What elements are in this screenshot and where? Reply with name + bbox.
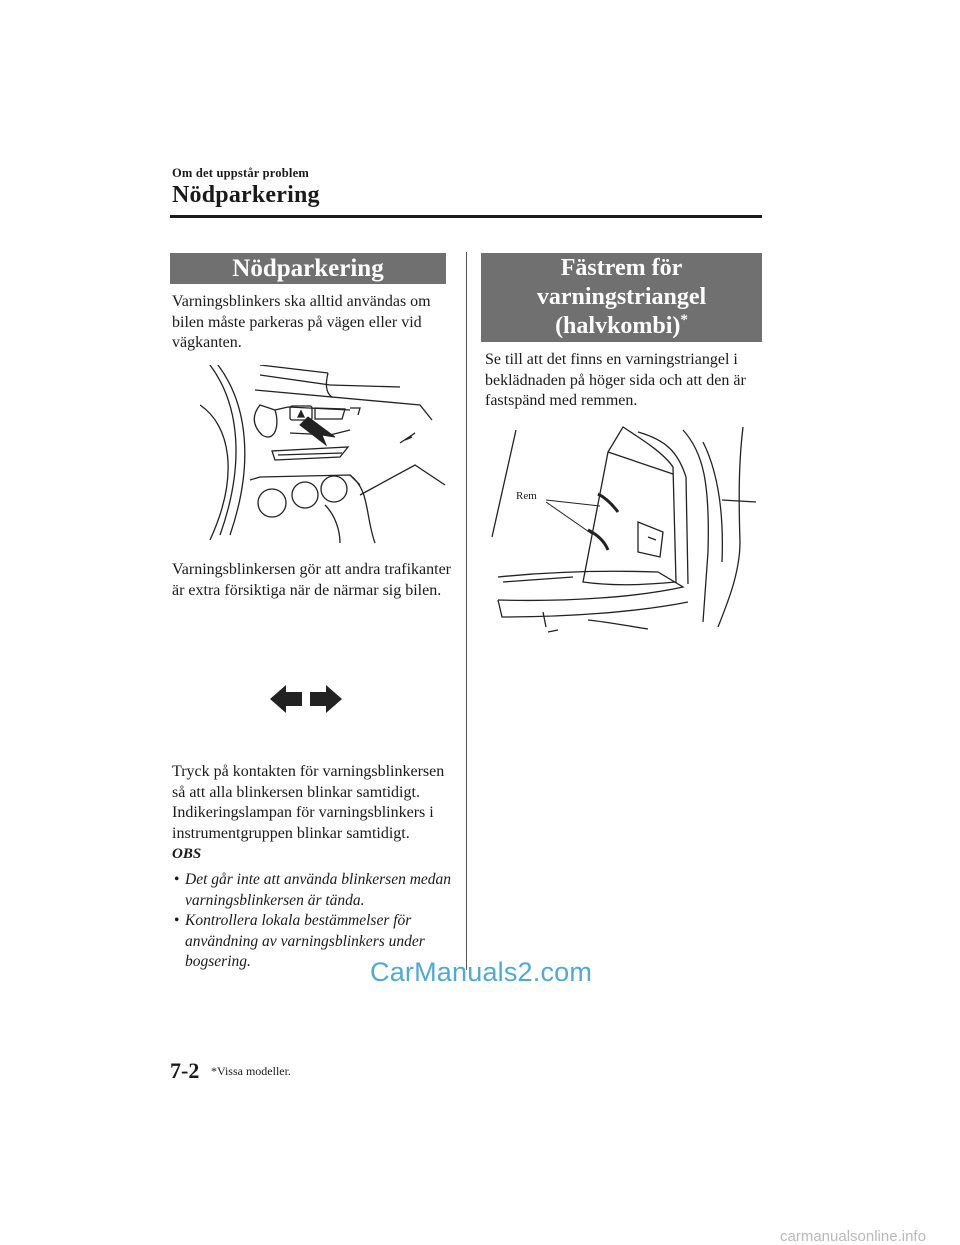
header-rule (170, 215, 762, 218)
note-text: Kontrollera lokala bestämmelser för användning av varningsblinkers under bogsering. (185, 912, 425, 970)
carmanuals-watermark: CarManuals2.com (370, 957, 593, 987)
heading-line-2: varningstriangel (536, 284, 707, 310)
hazard-switch-illustration (200, 365, 450, 545)
column-divider (466, 252, 467, 970)
chapter-title: Om det uppstår problem (172, 166, 309, 180)
asterisk-mark: * (680, 312, 688, 328)
paragraph-3: Tryck på kontakten för varningsblinkersen så att alla blinkersen blinkar samtidigt. Indikeringslampan för varningsblinkers i instrumentgruppen blinkar samtidigt. (172, 763, 445, 842)
paragraph-2: Varningsblinkersen gör att andra trafikanter är extra försiktiga när de närmar sig bilen. (172, 561, 452, 599)
strap-label: Rem (516, 490, 537, 502)
heading-line-3: (halvkombi)* (555, 312, 688, 339)
warning-triangle-strap-illustration (488, 422, 768, 637)
emergency-parking-heading: Nödparkering (170, 253, 446, 284)
footnote: *Vissa modeller. (211, 1064, 291, 1078)
obs-label: OBS (172, 846, 202, 862)
section-title: Nödparkering (172, 182, 320, 208)
page-number: 7-2 (170, 1058, 200, 1083)
note-text: Det går inte att använda blinkersen medan varningsblinkersen är tända. (185, 871, 452, 909)
heading-line-1: Fästrem för (560, 255, 683, 281)
note-item (174, 870, 464, 911)
intro-paragraph: Varningsblinkers ska alltid användas om bilen måste parkeras på vägen eller vid vägkanten. (172, 293, 431, 351)
strap-paragraph: Se till att det finns en varningstriangel i beklädnaden på höger sida och att den är fastspänd med remmen. (485, 351, 746, 409)
turn-signal-arrows-icon (268, 682, 344, 716)
triangle-strap-heading (481, 253, 762, 342)
site-watermark: carmanualsonline.info (780, 1228, 926, 1245)
bullet-icon: • (174, 912, 180, 929)
bullet-icon: • (174, 871, 180, 888)
